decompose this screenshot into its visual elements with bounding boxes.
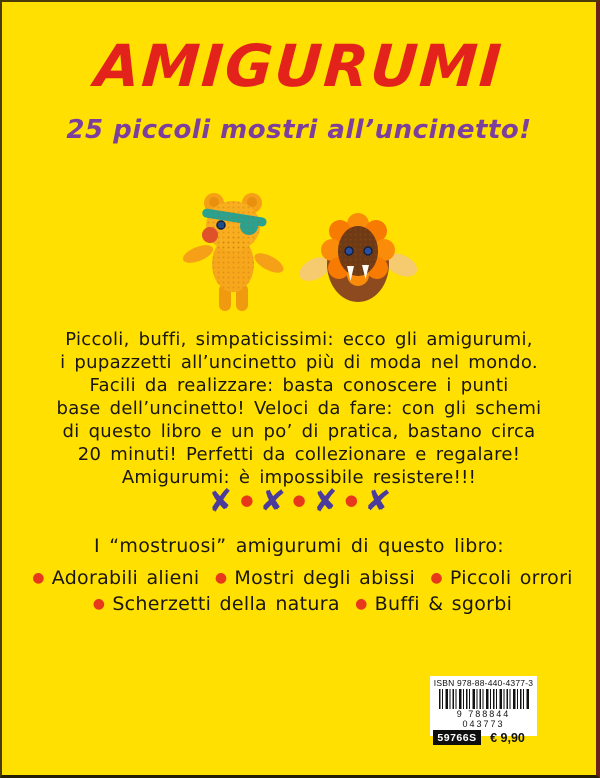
list-heading: I “mostruosi” amigurumi di questo libro: <box>94 535 504 557</box>
barcode-number: 9 788844 043773 <box>435 709 532 729</box>
bullet-icon: ● <box>32 570 45 586</box>
list-item-mostri-degli-abissi: Mostri degli abissi <box>234 567 416 589</box>
book-subtitle: 25 piccoli mostri all’uncinetto! <box>66 115 532 145</box>
dot-decoration-icon: ● <box>344 491 358 509</box>
bullet-icon: ● <box>92 596 106 612</box>
isbn-label: ISBN 978-88-440-4377-3 <box>433 678 534 688</box>
x-decoration-icon: ✘ <box>258 482 287 521</box>
book-blurb <box>2 328 596 489</box>
list-item-scherzetti-della-natura: Scherzetti della natura <box>112 593 340 615</box>
amigurumi-photos <box>2 190 596 312</box>
book-title: AMIGURUMI <box>92 32 506 100</box>
monster-list-line-1 <box>2 567 596 589</box>
blurb-line: di questo libro e un po’ di pratica, bastano circa <box>62 421 536 442</box>
x-decoration-icon: ✘ <box>311 483 339 520</box>
blurb-line: 20 minuti! Perfetti da collezionare e regalare! <box>77 444 521 465</box>
barcode-bottom-row <box>433 730 534 745</box>
bear-amigurumi-image <box>181 190 286 312</box>
blurb-line: i pupazzetti all’uncinetto più di moda nel mondo. <box>60 352 538 373</box>
x-divider <box>2 482 596 521</box>
list-item-buffi-e-sgorbi: Buffi & sgorbi <box>374 593 513 615</box>
blurb-line: Piccoli, buffi, simpaticissimi: ecco gli amigurumi, <box>65 329 533 350</box>
monster-amigurumi-image <box>298 212 418 304</box>
monster-photo-wrap <box>298 212 418 304</box>
bullet-icon: ● <box>214 570 228 586</box>
barcode-panel <box>430 676 537 745</box>
bullet-icon: ● <box>430 570 443 586</box>
list-item-adorabili-alieni: Adorabili alieni <box>51 567 200 589</box>
product-code-badge: 59766S <box>433 730 481 745</box>
blurb-line: base dell’uncinetto! Veloci da fare: con gli schemi <box>56 398 542 419</box>
x-decoration-icon: ✘ <box>362 482 393 521</box>
blurb-line: Facili da realizzare: basta conoscere i punti <box>89 375 509 396</box>
list-item-piccoli-orrori: Piccoli orrori <box>449 567 573 589</box>
monster-list-line-2 <box>2 593 596 615</box>
dot-decoration-icon: ● <box>240 491 254 509</box>
price-label: € 9,90 <box>490 730 525 745</box>
dot-decoration-icon: ● <box>292 491 306 509</box>
bullet-icon: ● <box>355 596 368 612</box>
blurb-line: Amigurumi: è impossibile resistere!!! <box>121 467 477 488</box>
x-decoration-icon: ✘ <box>206 482 235 521</box>
